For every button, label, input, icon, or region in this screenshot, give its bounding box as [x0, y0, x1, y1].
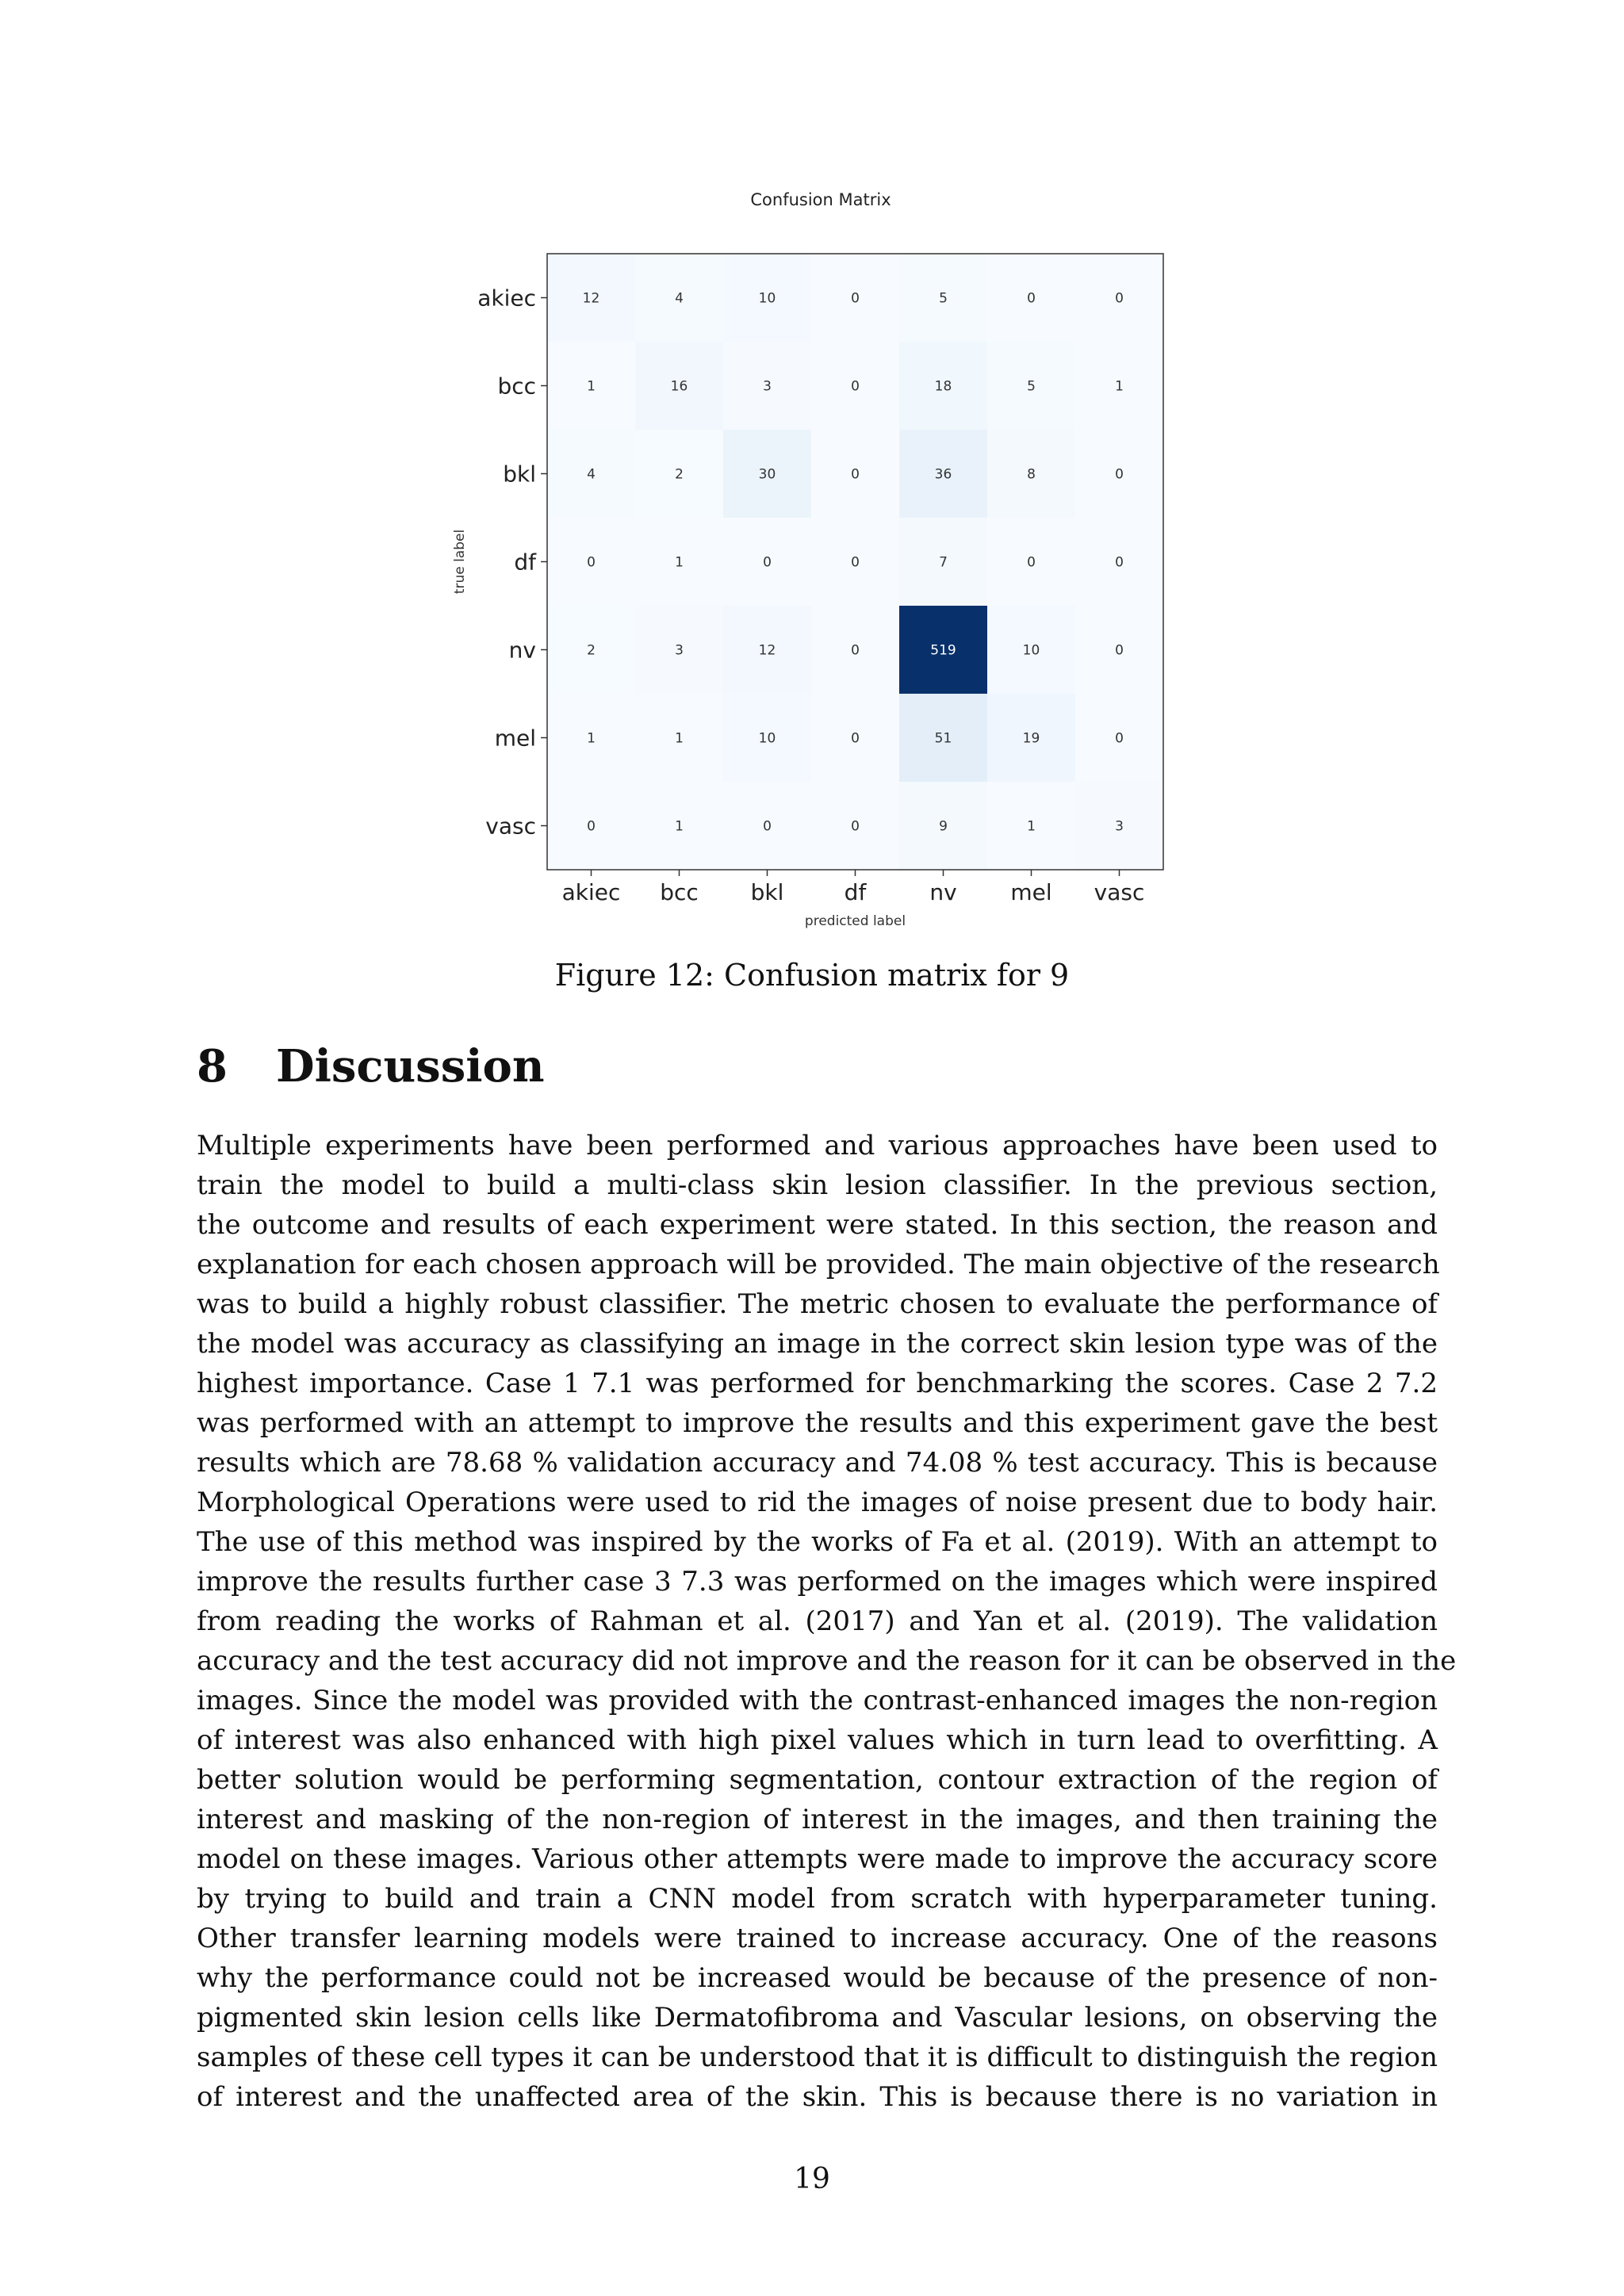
y-axis-label: true label — [452, 529, 468, 595]
matrix-cell-value: 9 — [939, 818, 948, 835]
page-number: 19 — [794, 2163, 830, 2195]
body-line: Other transfer learning models were trained to increase accuracy. One of the reasons — [197, 1923, 1438, 1954]
body-line: explanation for each chosen approach will be provided. The main objective of the research — [197, 1249, 1440, 1280]
matrix-cell-value: 2 — [675, 466, 684, 483]
y-tick-label: mel — [494, 725, 536, 752]
matrix-cell-value: 12 — [582, 290, 600, 307]
body-line: was performed with an attempt to improve the results and this experiment gave the best — [197, 1407, 1438, 1439]
matrix-cell-value: 0 — [1115, 290, 1124, 307]
matrix-cell-value: 0 — [1027, 554, 1036, 571]
body-line: The use of this method was inspired by the works of Fa et al. (2019). With an attempt to — [197, 1526, 1438, 1558]
matrix-cell-value: 1 — [1027, 818, 1036, 835]
body-line: of interest was also enhanced with high pixel values which in turn lead to overfitting. A — [197, 1724, 1438, 1756]
body-line: the model was accuracy as classifying an image in the correct skin lesion type was of the — [197, 1328, 1438, 1360]
y-tick-label: df — [514, 549, 536, 576]
body-paragraph — [197, 1126, 1457, 2117]
matrix-cell-value: 0 — [1115, 554, 1124, 571]
x-tick-label: akiec — [561, 879, 621, 905]
body-line: from reading the works of Rahman et al. (2017) and Yan et al. (2019). The validation — [197, 1605, 1438, 1637]
x-tick-label: bcc — [660, 879, 699, 905]
body-line: train the model to build a multi-class skin lesion classifier. In the previous section, — [197, 1169, 1438, 1201]
section-title: Discussion — [276, 1040, 545, 1093]
matrix-cell-value: 3 — [1115, 818, 1124, 835]
x-tick-label: mel — [1010, 879, 1052, 905]
chart-title: Confusion Matrix — [750, 190, 891, 209]
matrix-cell-value: 5 — [1027, 378, 1036, 395]
matrix-cell-value: 10 — [1022, 642, 1040, 659]
y-tick-label: vasc — [485, 813, 536, 840]
x-tick-label: df — [844, 879, 867, 905]
matrix-cell-value: 1 — [587, 378, 596, 395]
body-line: interest and masking of the non-region of interest in the images, and then training the — [197, 1804, 1438, 1835]
matrix-cell-value: 0 — [851, 378, 860, 395]
x-axis-label: predicted label — [804, 913, 906, 929]
matrix-cell-value: 3 — [675, 642, 684, 659]
x-tick-label: vasc — [1094, 879, 1145, 905]
matrix-cell-value: 0 — [763, 818, 772, 835]
matrix-cell-value: 4 — [587, 466, 596, 483]
matrix-cell-value: 519 — [930, 642, 956, 659]
body-line: pigmented skin lesion cells like Dermatofibroma and Vascular lesions, on observing the — [197, 2002, 1438, 2034]
y-tick-label: akiec — [477, 285, 536, 312]
body-line: accuracy and the test accuracy did not improve and the reason for it can be observed in the — [197, 1645, 1457, 1677]
matrix-cell-value: 3 — [763, 378, 772, 395]
body-line: was to build a highly robust classifier. The metric chosen to evaluate the performance of — [197, 1288, 1438, 1320]
matrix-cell-value: 0 — [587, 554, 596, 571]
matrix-cell-value: 51 — [934, 730, 952, 747]
body-line: the outcome and results of each experiment were stated. In this section, the reason and — [197, 1209, 1438, 1241]
body-line: of interest and the unaffected area of the skin. This is because there is no variation in — [197, 2081, 1438, 2113]
y-tick-label: nv — [508, 637, 536, 664]
x-tick-label: bkl — [750, 879, 784, 905]
body-line: Morphological Operations were used to rid the images of noise present due to body hair. — [197, 1487, 1438, 1518]
body-line: why the performance could not be increased would be because of the presence of non- — [197, 1962, 1438, 1994]
y-tick-label: bcc — [497, 373, 536, 400]
matrix-cell-value: 1 — [587, 730, 596, 747]
matrix-cell-value: 4 — [675, 290, 684, 307]
matrix-cell-value: 10 — [758, 290, 776, 307]
body-line: better solution would be performing segmentation, contour extraction of the region of — [197, 1764, 1438, 1796]
matrix-cell-value: 0 — [1115, 730, 1124, 747]
body-line: model on these images. Various other attempts were made to improve the accuracy score — [197, 1843, 1438, 1875]
matrix-cell-value: 1 — [675, 818, 684, 835]
matrix-cell-value: 0 — [851, 290, 860, 307]
matrix-cell-value: 0 — [1027, 290, 1036, 307]
matrix-cell-value: 2 — [587, 642, 596, 659]
matrix-cell-value: 0 — [1115, 642, 1124, 659]
body-line: improve the results further case 3 7.3 was performed on the images which were inspired — [197, 1566, 1438, 1598]
matrix-cell-value: 12 — [758, 642, 776, 659]
matrix-cell-value: 0 — [763, 554, 772, 571]
matrix-cell-value: 36 — [934, 466, 952, 483]
y-tick-label: bkl — [503, 461, 536, 488]
matrix-cell-value: 8 — [1027, 466, 1036, 483]
matrix-cell-value: 0 — [851, 466, 860, 483]
matrix-cell-value: 0 — [851, 642, 860, 659]
matrix-cell-value: 30 — [758, 466, 776, 483]
matrix-cell-value: 1 — [675, 730, 684, 747]
matrix-cell-value: 16 — [670, 378, 688, 395]
matrix-cell-value: 0 — [1115, 466, 1124, 483]
body-line: samples of these cell types it can be understood that it is difficult to distinguish the region — [197, 2042, 1438, 2073]
body-line: Multiple experiments have been performed and various approaches have been used to — [197, 1130, 1438, 1161]
matrix-cell-value: 18 — [934, 378, 952, 395]
matrix-cell-value: 0 — [851, 818, 860, 835]
matrix-cell-value: 5 — [939, 290, 948, 307]
confusion-matrix-figure — [444, 190, 1197, 936]
figure-caption: Figure 12: Confusion matrix for 9 — [554, 958, 1070, 993]
matrix-cell-value: 1 — [1115, 378, 1124, 395]
section-heading — [197, 1040, 545, 1093]
matrix-cell-value: 0 — [851, 554, 860, 571]
section-number: 8 — [197, 1040, 228, 1093]
body-line: results which are 78.68 % validation accuracy and 74.08 % test accuracy. This is because — [197, 1447, 1438, 1479]
matrix-cell-value: 0 — [851, 730, 860, 747]
confusion-matrix-chart — [444, 190, 1197, 936]
matrix-cell-value: 1 — [675, 554, 684, 571]
x-tick-label: nv — [929, 879, 957, 905]
body-line: highest importance. Case 1 7.1 was performed for benchmarking the scores. Case 2 7.2 — [197, 1368, 1438, 1399]
body-line: by trying to build and train a CNN model from scratch with hyperparameter tuning. — [197, 1883, 1438, 1915]
matrix-cell-value: 19 — [1022, 730, 1040, 747]
body-line: images. Since the model was provided with the contrast-enhanced images the non-region — [197, 1685, 1438, 1716]
matrix-cell-value: 7 — [939, 554, 948, 571]
matrix-cell-value: 0 — [587, 818, 596, 835]
matrix-cell-value: 10 — [758, 730, 776, 747]
